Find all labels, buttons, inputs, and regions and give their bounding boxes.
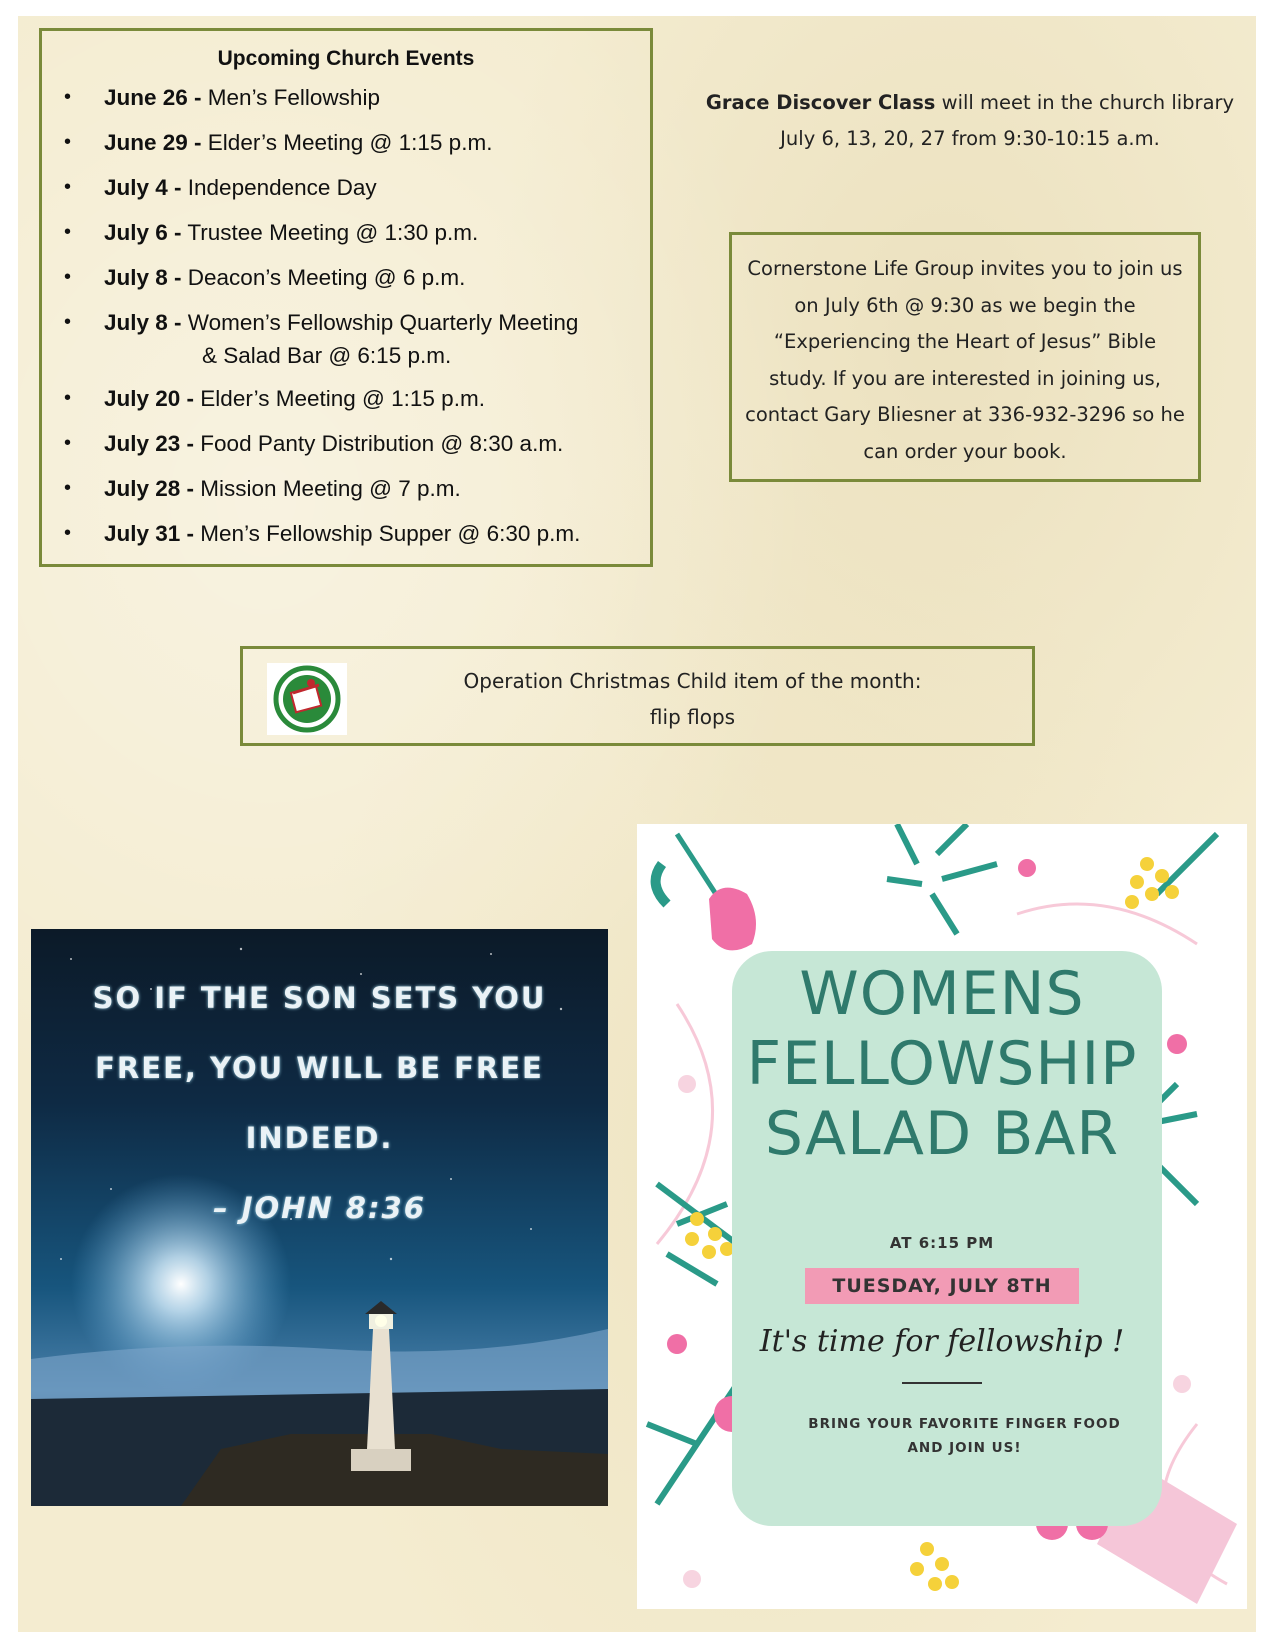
cornerstone-line: contact Gary Bliesner at 336-932-3296 so he xyxy=(745,403,1185,426)
flyer-invitation xyxy=(737,1412,1192,1460)
flyer-heading: SALAD BAR xyxy=(764,1099,1120,1169)
grace-line-1 xyxy=(690,85,1250,121)
event-item xyxy=(42,261,624,294)
event-text-continued: & Salad Bar @ 6:15 p.m. xyxy=(202,343,452,368)
event-item xyxy=(42,472,624,505)
flyer-date: TUESDAY, JULY 8TH xyxy=(805,1268,1079,1304)
grace-line-2: July 6, 13, 20, 27 from 9:30-10:15 a.m. xyxy=(780,127,1160,150)
event-text: Men’s Fellowship xyxy=(201,85,380,110)
verse-line: INDEED. xyxy=(245,1121,394,1155)
occ-line-1: Operation Christmas Child item of the month: xyxy=(463,669,922,693)
cornerstone-line: on July 6th @ 9:30 as we begin the xyxy=(794,293,1136,317)
event-date: July 31 - xyxy=(104,521,195,546)
grace-line-1-rest: will meet in the church library xyxy=(935,91,1235,114)
event-text: Women’s Fellowship Quarterly Meeting xyxy=(181,310,579,335)
tulip-icon xyxy=(656,834,756,950)
cornerstone-line: Cornerstone Life Group invites you to join us xyxy=(747,257,1183,280)
event-date: July 6 - xyxy=(104,220,182,245)
verse-reference: – JOHN 8:36 xyxy=(213,1191,426,1225)
operation-christmas-child-logo xyxy=(267,663,347,735)
events-title: Upcoming Church Events xyxy=(217,47,475,70)
grace-discover-class-notice xyxy=(690,85,1250,157)
event-item xyxy=(42,81,624,114)
verse-line: SO IF THE SON SETS YOU xyxy=(92,981,547,1015)
flyer-invitation-line: BRING YOUR FAVORITE FINGER FOOD xyxy=(808,1416,1121,1432)
event-text: Deacon’s Meeting @ 6 p.m. xyxy=(181,265,466,290)
grace-class-name: Grace Discover Class xyxy=(705,91,936,114)
event-item xyxy=(42,306,624,372)
event-text: Trustee Meeting @ 1:30 p.m. xyxy=(181,220,479,245)
event-text: Men’s Fellowship Supper @ 6:30 p.m. xyxy=(194,521,581,546)
event-date: July 8 - xyxy=(104,265,182,290)
event-item xyxy=(42,126,624,159)
upcoming-events-box xyxy=(39,28,653,567)
event-date: July 28 - xyxy=(104,476,195,501)
event-item xyxy=(42,517,624,550)
cornerstone-line: “Experiencing the Heart of Jesus” Bible xyxy=(773,330,1157,353)
events-list xyxy=(42,81,624,562)
event-date: July 20 - xyxy=(104,386,195,411)
flyer-time: AT 6:15 PM xyxy=(889,1234,995,1252)
flyer-invitation-line: AND JOIN US! xyxy=(907,1440,1022,1456)
event-text: Food Panty Distribution @ 8:30 a.m. xyxy=(194,431,564,456)
operation-christmas-child-box xyxy=(240,646,1035,746)
occ-line-2: flip flops xyxy=(649,705,736,729)
flyer-heading: FELLOWSHIP xyxy=(746,1029,1138,1099)
event-item xyxy=(42,216,624,249)
john-8-36-verse-image xyxy=(31,929,608,1506)
event-date: July 4 - xyxy=(104,175,182,200)
event-date: July 8 - xyxy=(104,310,182,335)
flyer-divider xyxy=(902,1382,982,1384)
event-item xyxy=(42,427,624,460)
event-date: July 23 - xyxy=(104,431,195,456)
womens-fellowship-salad-bar-flyer xyxy=(637,824,1247,1609)
event-date: June 29 - xyxy=(104,130,202,155)
event-text: Elder’s Meeting @ 1:15 p.m. xyxy=(194,386,485,411)
cornerstone-line: study. If you are interested in joining us, xyxy=(769,366,1161,390)
event-item xyxy=(42,382,624,415)
event-text: Elder’s Meeting @ 1:15 p.m. xyxy=(201,130,493,155)
event-item xyxy=(42,171,624,204)
event-text: Mission Meeting @ 7 p.m. xyxy=(194,476,461,501)
event-date: June 26 - xyxy=(104,85,202,110)
verse-line: FREE, YOU WILL BE FREE xyxy=(95,1051,544,1085)
cornerstone-line: can order your book. xyxy=(863,439,1067,463)
flyer-tagline: It's time for fellowship ! xyxy=(759,1324,1125,1359)
cornerstone-text xyxy=(738,251,1192,470)
cornerstone-life-group-box xyxy=(729,232,1201,482)
event-text: Independence Day xyxy=(181,175,377,200)
flyer-heading: WOMENS xyxy=(799,959,1085,1029)
